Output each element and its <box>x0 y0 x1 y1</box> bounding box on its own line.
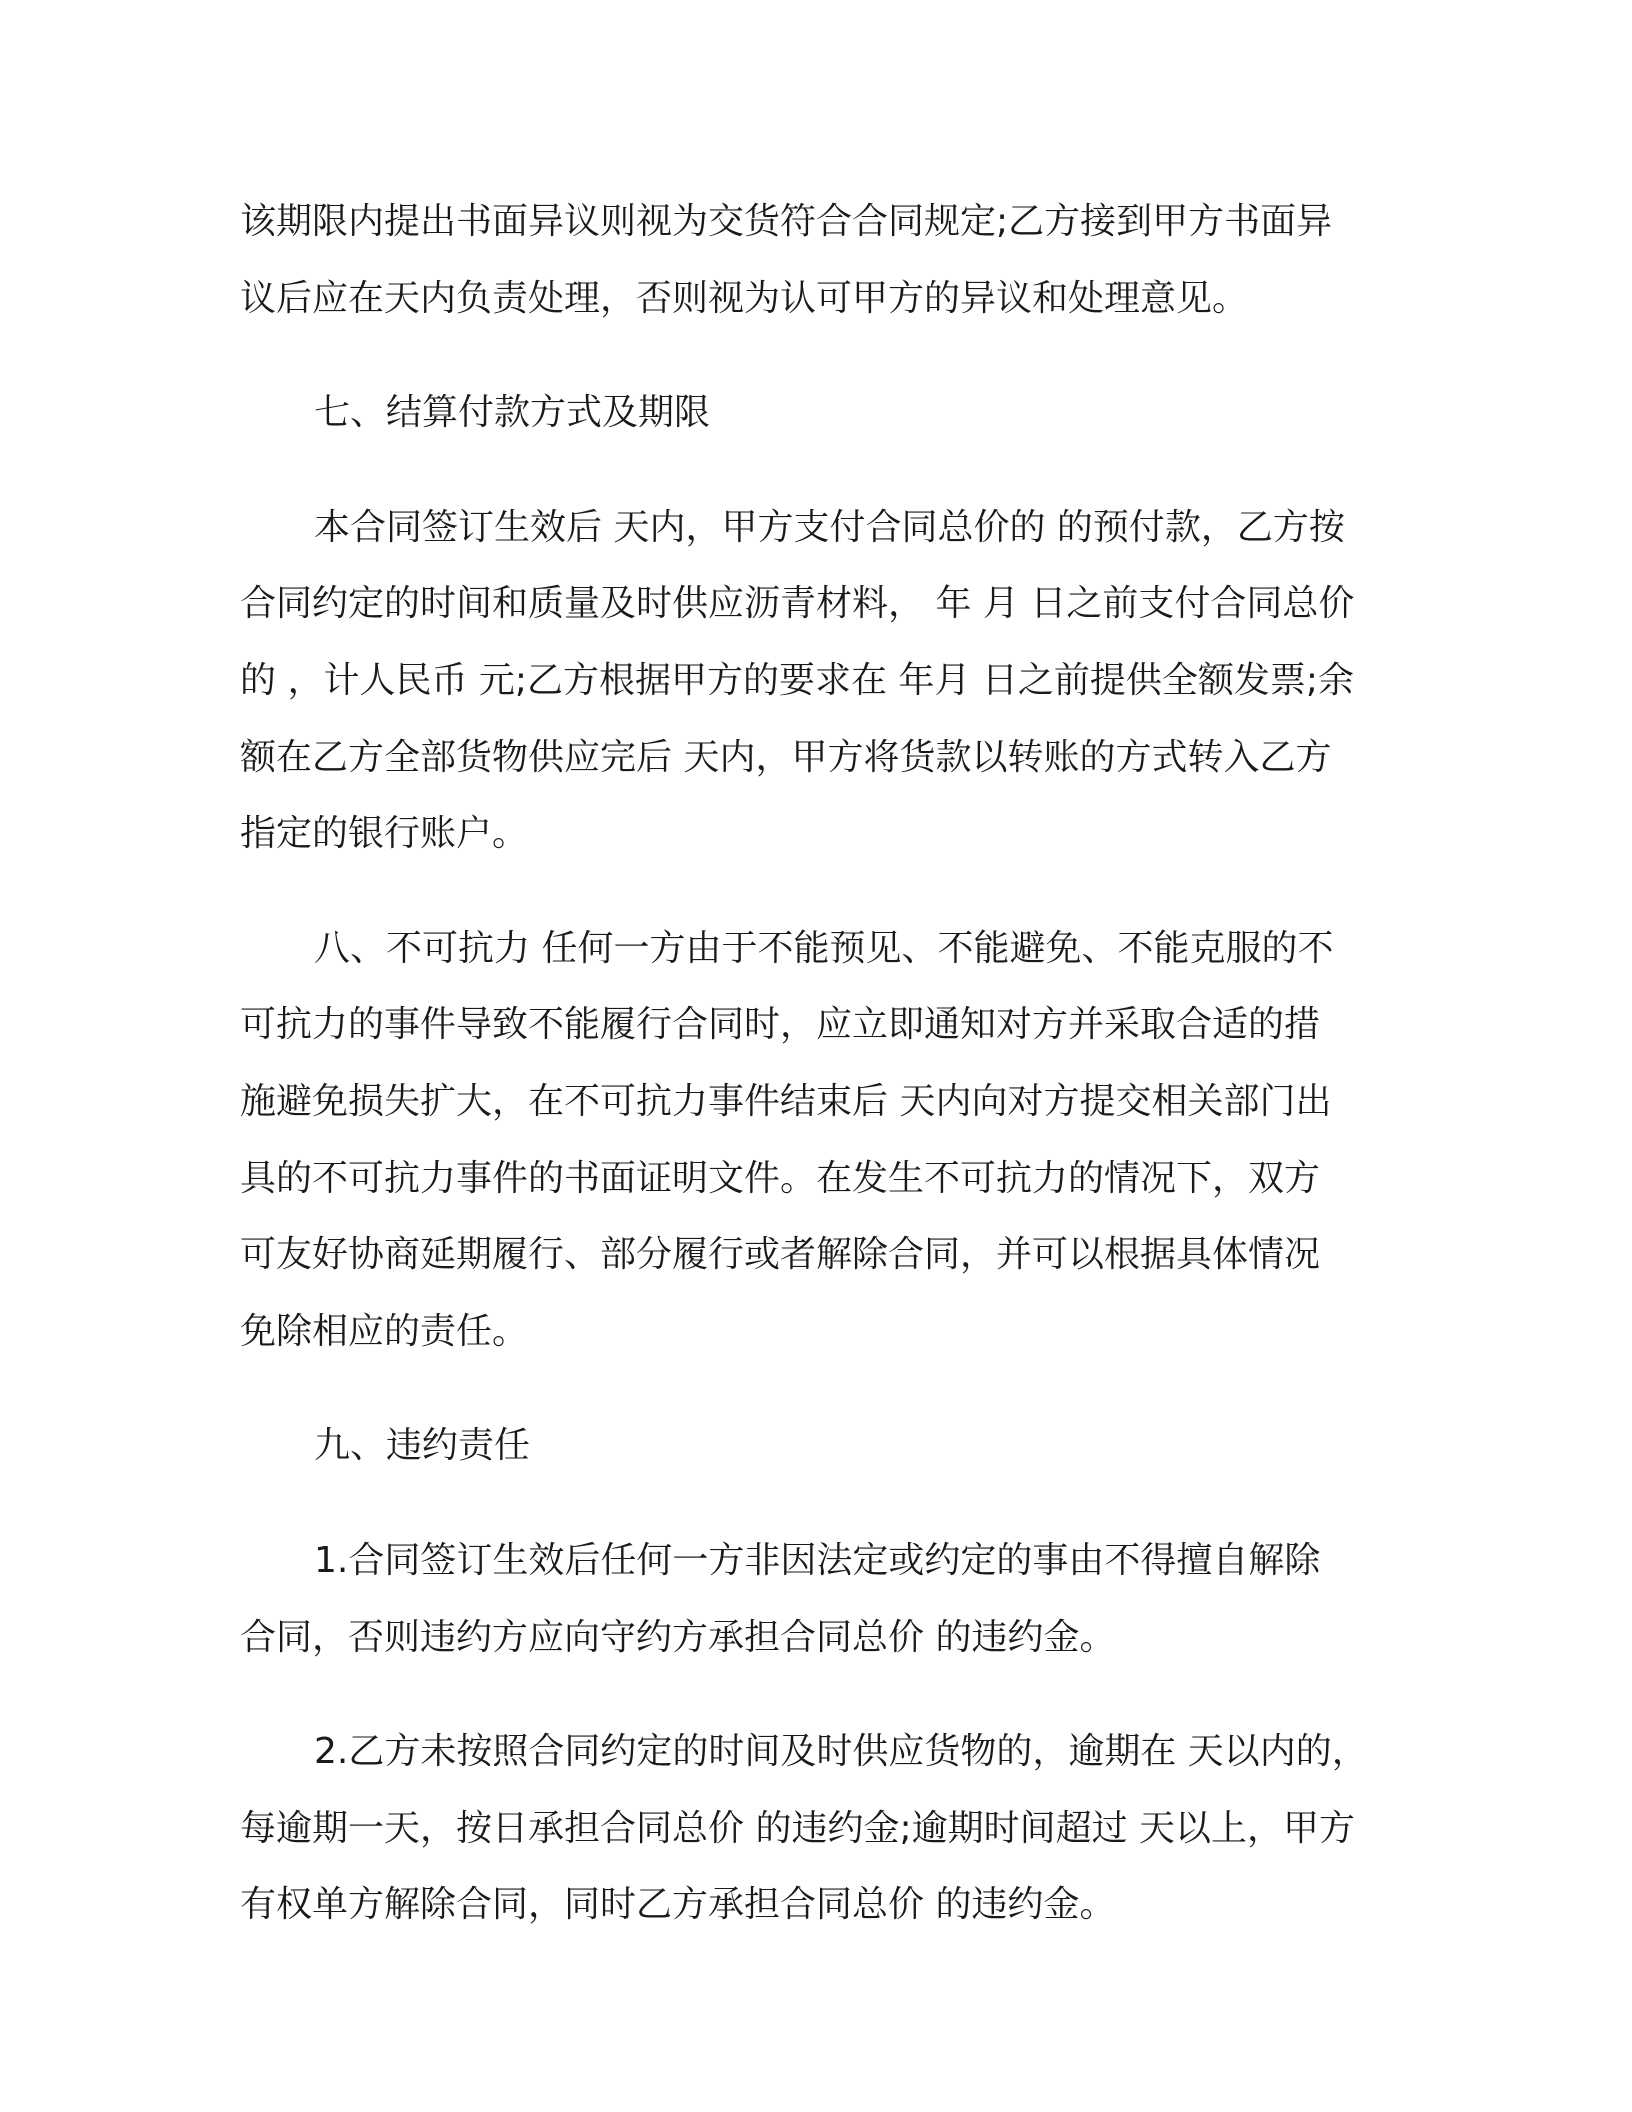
section-7-heading: 七、结算付款方式及期限 <box>314 392 711 434</box>
text-line: 的 ，计人民币 元;乙方根据甲方的要求在 年月 日之前提供全额发票;余 <box>240 659 1355 701</box>
text-line: 议后应在天内负责处理，否则视为认可甲方的异议和处理意见。 <box>240 277 1249 319</box>
section-9-item-2 <box>240 1714 1392 1944</box>
document-body <box>240 184 1392 1982</box>
text-line: 可抗力的事件导致不能履行合同时，应立即通知对方并采取合适的措 <box>240 1004 1321 1046</box>
text-line: 本合同签订生效后 天内，甲方支付合同总价的 的预付款，乙方按 <box>314 506 1345 548</box>
text-line: 免除相应的责任。 <box>240 1310 529 1352</box>
text-line: 每逾期一天，按日承担合同总价 的违约金;逾期时间超过 天以上，甲方 <box>240 1807 1356 1849</box>
text-line: 施避免损失扩大，在不可抗力事件结束后 天内向对方提交相关部门出 <box>240 1080 1332 1122</box>
text-line: 该期限内提出书面异议则视为交货符合合同规定;乙方接到甲方书面异 <box>240 201 1333 242</box>
section-8-body <box>240 911 1392 1371</box>
section-9-item-1 <box>240 1523 1392 1676</box>
section-9-heading: 九、违约责任 <box>314 1425 531 1467</box>
text-line: 指定的银行账户。 <box>240 813 529 855</box>
text-line: 八、不可抗力 任何一方由于不能预见、不能避免、不能克服的不 <box>314 927 1334 969</box>
paragraph-objection-continuation <box>240 184 1392 337</box>
text-line: 2.乙方未按照合同约定的时间及时供应货物的，逾期在 天以内的， <box>314 1731 1368 1773</box>
text-line: 可友好协商延期履行、部分履行或者解除合同，并可以根据具体情况 <box>240 1234 1321 1276</box>
text-line: 合同约定的时间和质量及时供应沥青材料， 年 月 日之前支付合同总价 <box>240 583 1355 625</box>
text-line: 合同，否则违约方应向守约方承担合同总价 的违约金。 <box>240 1616 1116 1658</box>
section-7-body <box>240 490 1392 873</box>
text-line: 具的不可抗力事件的书面证明文件。在发生不可抗力的情况下，双方 <box>240 1157 1321 1199</box>
text-line: 有权单方解除合同，同时乙方承担合同总价 的违约金。 <box>240 1884 1116 1926</box>
text-line: 1.合同签订生效后任何一方非因法定或约定的事由不得擅自解除 <box>314 1539 1321 1581</box>
text-line: 额在乙方全部货物供应完后 天内，甲方将货款以转账的方式转入乙方 <box>240 736 1332 778</box>
